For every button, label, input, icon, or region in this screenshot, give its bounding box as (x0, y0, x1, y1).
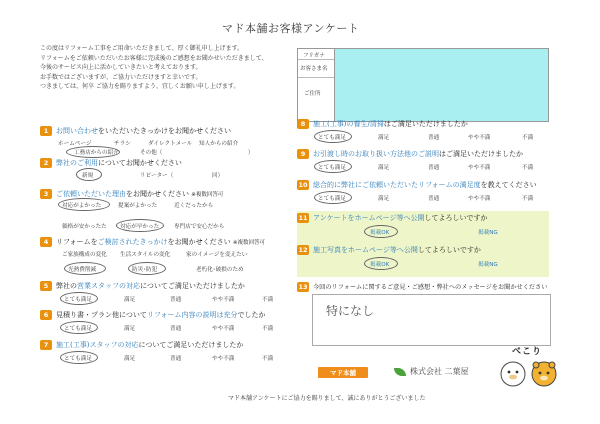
q7-scale-very-satisfied[interactable]: とても満足 (64, 356, 92, 362)
q4-option-family[interactable]: ご家族構成の変化 (62, 252, 107, 258)
customer-info-box (297, 48, 549, 122)
q7-scale-neutral[interactable]: 普通 (170, 356, 182, 362)
q3-option-proposal[interactable]: 提案がよかった (118, 203, 158, 209)
company-logo: 株式会社 二葉屋 (394, 366, 469, 377)
madohonpo-logo: マド本舗 (318, 367, 368, 378)
customer-name-label: お客さま名 (300, 66, 328, 72)
survey-page: マド本舗お客様アンケート この度はリフォーム工事をご用命いただきまして、厚く御礼申し上げます。 リフォームをご依頼いただいたお客様に完成後のご感想をお聞かせいただきまして、 今後のサービス向上に活かしていきたいと考えております。 お手数ではございますが、ご協力いただけますと幸いです。 つきましては、何卒 ご協力を賜りますよう、宜しくお願い申し上げます。 フリガナ お客さま名 ご住所 1 お問い合わせをいただいたきっかけをお聞かせください ホームページ チラシ ダイレクトメール 知人からの紹介 工務店からの紹介 その他（ ） 2 弊社のご利用についてお聞かせください 新規 リピーター（ 回） 3 ご依頼いただいた理由をお聞かせください ※複数回答可 対応がよかった 提案がよかった 近くだったから 価格が安かったた 対応が早かった 専門店で安心だから 4 リフォームをご検討されたきっかけをお聞かせください ※複数回答可 ご家族構成の変化 生活スタイルの変化 家のイメージを変えたい 光熱費削減 防災･防犯 老朽化･破損のため 5 弊社の営業スタッフの対応についてご満足いただけましたか とても満足 満足 普通 やや不満 不満 6 見積り書・プラン他についてリフォーム内容の説明は充分でしたか とても満足 満足 普通 やや不満 不満 7 施工(工事)スタッフの対応についてご満足いただけましたか とても満足 満足 普通 やや不満 不満 8 施工(工事)の養生/清掃はご満足いただけましたか とても満足 満足 普通 やや不満 不満 9 お引渡し時のお取り扱い方法他のご説明はご満足いただけましたか とても満足 満足 普通 やや不満 不満 10 総合的に弊社にご依頼いただいたリフォームの満足度を教えてください とても満足 満足 普通 やや不満 不満 11 アンケートをホームページ等へ公開してよろしいですか 掲載OK 掲載NG 12 施工写真をホームページ等へ公開してよろしいですか 掲載OK 掲載NG 13 今回のリフォームに関するご意見・ご感想・弊社へのメッセージをお聞かせください 特になし マド本舗 株式会社 二葉屋 べこり マド本舗アンケートにご協力を賜りまして、誠にありがとうございました (0, 0, 600, 424)
q11-heading: 11 アンケートをホームページ等へ公開してよろしいですか (298, 213, 488, 222)
furigana-label: フリガナ (303, 53, 325, 59)
q5-answer-circle (60, 292, 98, 305)
q6-scale-neutral[interactable]: 普通 (170, 326, 182, 332)
q3-heading: 3 ご依頼いただいた理由をお聞かせください ※複数回答可 (40, 188, 223, 199)
survey-title: マド本舗お客様アンケート (222, 22, 360, 35)
q1-number: 1 (40, 126, 52, 136)
q6-scale-dissatisfied[interactable]: 不満 (262, 326, 274, 332)
q1-option-dm[interactable]: ダイレクトメール (148, 141, 193, 147)
q6-scale-very-satisfied[interactable]: とても満足 (64, 326, 92, 332)
q1-option-referral[interactable]: 知人からの紹介 (199, 141, 239, 147)
address-label: ご住所 (304, 91, 321, 97)
q8-answer-circle (314, 130, 352, 143)
q1-option-contractor[interactable]: 工務店からの紹介 (74, 150, 119, 156)
intro-text: この度はリフォーム工事をご用命いただきまして、厚く御礼申し上げます。 リフォームをご依頼いただいたお客様に完成後のご感想をお聞かせいただきまして、 今後のサービス向上に活かしていきたいと考えております。 お手数ではございますが、ご協力いただけますと幸いです。 つきましては、何卒 ご協力を賜りますよう、宜しくお願い申し上げます。 (40, 45, 268, 91)
q11-option-ng[interactable]: 掲載NG (478, 230, 498, 236)
q7-scale-satisfied[interactable]: 満足 (124, 356, 136, 362)
q9-scale-very-satisfied[interactable]: とても満足 (318, 165, 346, 171)
q3-option-response[interactable]: 対応がよかった (62, 203, 102, 209)
q6-scale-satisfied[interactable]: 満足 (124, 326, 136, 332)
handwritten-message: 特になし (326, 304, 375, 318)
q2-answer-circle (76, 168, 102, 181)
q8-scale-very-satisfied[interactable]: とても満足 (318, 135, 346, 141)
q3-option-fast[interactable]: 対応が早かった (120, 224, 160, 230)
q5-scale-somewhat-dissatisfied[interactable]: やや不満 (212, 297, 235, 303)
q2-option-new[interactable]: 新規 (82, 173, 94, 179)
q4-option-aging[interactable]: 老朽化･破損のため (196, 267, 244, 273)
q3-option-specialist[interactable]: 専門店で安心だから (174, 224, 225, 230)
q12-option-ng[interactable]: 掲載NG (478, 262, 498, 268)
q12-answer-circle (364, 257, 398, 270)
q5-scale-satisfied[interactable]: 満足 (124, 297, 136, 303)
q4-option-image[interactable]: 家のイメージを変えたい (186, 252, 248, 258)
q11-option-ok[interactable]: 掲載OK (370, 230, 390, 236)
q1-option-flyer[interactable]: チラシ (114, 141, 131, 147)
q8-scale-dissatisfied[interactable]: 不満 (522, 135, 534, 141)
q6-answer-circle (60, 321, 98, 334)
q12-heading: 12 施工写真をホームページ等へ公開してよろしいですか (298, 245, 481, 254)
q9-heading: 9 お引渡し時のお取り扱い方法他のご説明はご満足いただけましたか (297, 148, 523, 159)
q4-option-energy[interactable]: 光熱費削減 (68, 267, 96, 273)
q2-option-repeat[interactable]: リピーター（ (140, 173, 174, 179)
q9-answer-circle (314, 160, 352, 173)
q10-answer-circle (314, 191, 352, 204)
q4-answer-circle-2 (128, 262, 166, 275)
q5-scale-neutral[interactable]: 普通 (170, 297, 182, 303)
q10-scale-very-satisfied[interactable]: とても満足 (318, 196, 346, 202)
q4-option-security[interactable]: 防災･防犯 (132, 267, 158, 273)
q10-scale-dissatisfied[interactable]: 不満 (522, 196, 534, 202)
q7-scale-somewhat-dissatisfied[interactable]: やや不満 (212, 356, 235, 362)
q3-answer-circle-2 (116, 219, 164, 232)
q3-option-nearby[interactable]: 近くだったから (174, 203, 214, 209)
q3-option-price[interactable]: 価格が安かったた (62, 224, 107, 230)
q8-scale-satisfied[interactable]: 満足 (378, 135, 390, 141)
mascot-name: べこり (512, 347, 543, 357)
q5-scale-very-satisfied[interactable]: とても満足 (64, 297, 92, 303)
q2-heading: 2 弊社のご利用についてお聞かせください (40, 157, 182, 168)
q6-heading: 6 見積り書・プラン他についてリフォーム内容の説明は充分でしたか (40, 309, 266, 320)
q8-scale-somewhat-dissatisfied[interactable]: やや不満 (468, 135, 491, 141)
q13-heading: 13 今回のリフォームに関するご意見・ご感想・弊社へのメッセージをお聞かせください (298, 282, 548, 291)
q9-scale-somewhat-dissatisfied[interactable]: やや不満 (468, 165, 491, 171)
q8-heading: 8 施工(工事)の養生/清掃はご満足いただけましたか (297, 118, 468, 129)
q6-scale-somewhat-dissatisfied[interactable]: やや不満 (212, 326, 235, 332)
q9-scale-satisfied[interactable]: 満足 (378, 165, 390, 171)
q12-option-ok[interactable]: 掲載OK (370, 262, 390, 268)
q7-answer-circle (60, 351, 98, 364)
q10-scale-somewhat-dissatisfied[interactable]: やや不満 (468, 196, 491, 202)
q11-answer-circle (364, 225, 398, 238)
q7-scale-dissatisfied[interactable]: 不満 (262, 356, 274, 362)
q1-option-other[interactable]: その他（ (140, 150, 163, 156)
q10-heading: 10 総合的に弊社にご依頼いただいたリフォームの満足度を教えてください (298, 180, 537, 189)
q4-option-lifestyle[interactable]: 生活スタイルの変化 (120, 252, 171, 258)
q10-scale-neutral[interactable]: 普通 (428, 196, 440, 202)
footer-thanks: マド本舗アンケートにご協力を賜りまして、誠にありがとうございました (228, 395, 426, 402)
q10-scale-satisfied[interactable]: 満足 (378, 196, 390, 202)
q5-scale-dissatisfied[interactable]: 不満 (262, 297, 274, 303)
leaf-icon (394, 368, 406, 376)
q8-scale-neutral[interactable]: 普通 (428, 135, 440, 141)
q4-answer-circle-1 (64, 262, 106, 275)
q5-heading: 5 弊社の営業スタッフの対応についてご満足いただけましたか (40, 280, 245, 291)
mascot-icon (498, 356, 562, 390)
q3-answer-circle-1 (58, 198, 110, 211)
q4-heading: 4 リフォームをご検討されたきっかけをお聞かせください ※複数回答可 (40, 236, 265, 247)
q9-scale-dissatisfied[interactable]: 不満 (522, 165, 534, 171)
q1-option-homepage[interactable]: ホームページ (58, 141, 92, 147)
customer-info-field[interactable] (335, 49, 548, 121)
q9-scale-neutral[interactable]: 普通 (428, 165, 440, 171)
q7-heading: 7 施工(工事)スタッフの対応についてご満足いただけましたか (40, 339, 243, 350)
q1-heading: 1 お問い合わせをいただいたきっかけをお聞かせください (40, 125, 231, 136)
